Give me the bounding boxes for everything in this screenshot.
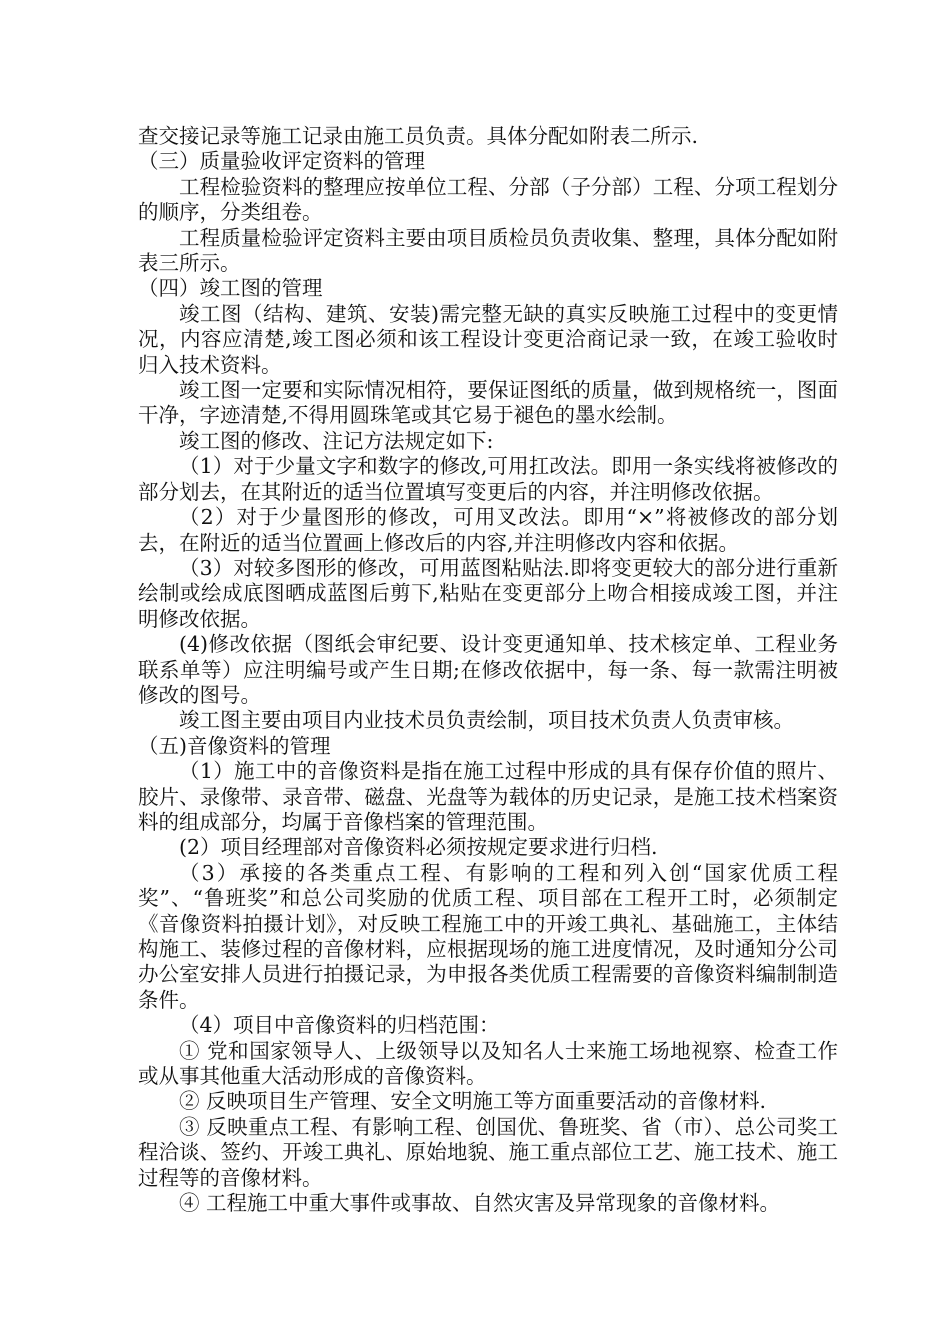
list-item-circle-3: ③ 反映重点工程、有影响工程、创国优、鲁班奖、省（市）、总公司奖工程洽谈、签约、开竣工典礼、原始地貌、施工重点部位工艺、施工技术、施工过程等的音像材料。: [138, 1114, 838, 1190]
paragraph-as-built-responsibility: 竣工图主要由项目内业技术员负责绘制，项目技术负责人负责审核。: [179, 708, 794, 733]
paragraph-as-built-requirements: 竣工图（结构、建筑、安装)需完整无缺的真实反映施工过程中的变更情况，内容应清楚,竣工图必须和该工程设计变更洽商记录一致，在竣工验收时归入技术资料。: [138, 301, 838, 377]
list-item-circle-2: ② 反映项目生产管理、安全文明施工等方面重要活动的音像材料.: [179, 1089, 767, 1114]
paragraph-audio-visual-item-4: （4）项目中音像资料的归档范围：: [179, 1013, 500, 1038]
document-body: [138, 124, 838, 1216]
paragraph-audio-visual-item-1: （1）施工中的音像资料是指在施工过程中形成的具有保存价值的照片、胶片、录像带、录音带、磁盘、光盘等为载体的历史记录，是施工技术档案资料的组成部分，均属于音像档案的管理范围。: [138, 759, 838, 834]
section-heading-audio-visual: （五)音像资料的管理: [138, 733, 331, 758]
section-heading-as-built-drawings: （四）竣工图的管理: [138, 276, 323, 301]
paragraph-quality-filing: 工程检验资料的整理应按单位工程、分部（子分部）工程、分项工程划分的顺序，分类组卷。: [138, 174, 838, 225]
paragraph-modification-rules: 竣工图的修改、注记方法规定如下:: [179, 428, 494, 453]
list-item-circle-4: ④ 工程施工中重大事件或事故、自然灾害及异常现象的音像材料。: [179, 1191, 781, 1216]
paragraph-modification-item-1: （1）对于少量文字和数字的修改,可用扛改法。即用一条实线将被修改的部分划去，在其附近的适当位置填写变更后的内容，并注明修改依据。: [138, 454, 838, 504]
section-heading-quality-acceptance: （三）质量验收评定资料的管理: [138, 149, 425, 174]
paragraph-modification-item-4: (4)修改依据（图纸会审纪要、设计变更通知单、技术核定单、工程业务联系单等）应注明编号或产生日期;在修改依据中，每一条、每一款需注明被修改的图号。: [138, 632, 838, 707]
paragraph-audio-visual-item-2: (2）项目经理部对音像资料必须按规定要求进行归档.: [179, 835, 658, 860]
paragraph-modification-item-3: （3）对较多图形的修改，可用蓝图粘贴法.即将变更较大的部分进行重新绘制或绘成底图晒成蓝图后剪下,粘贴在变更部分上吻合相接成竣工图，并注明修改依据。: [138, 555, 838, 631]
paragraph-quality-responsibility: 工程质量检验评定资料主要由项目质检员负责收集、整理，具体分配如附表三所示。: [138, 225, 838, 276]
list-item-circle-1: ① 党和国家领导人、上级领导以及知名人士来施工场地视察、检查工作或从事其他重大活动形成的音像资料。: [138, 1038, 838, 1089]
paragraph-modification-item-2: （2）对于少量图形的修改，可用叉改法。即用“×”将被修改的部分划去，在附近的适当位置画上修改后的内容,并注明修改内容和依据。: [138, 505, 838, 555]
paragraph-audio-visual-item-3: （3）承接的各类重点工程、有影响的工程和列入创“国家优质工程奖”、“鲁班奖”和总公司奖励的优质工程、项目部在工程开工时，必须制定《音像资料拍摄计划》，对反映工程施工中的开竣工典礼、基础施工，主体结构施工、装修过程的音像材料，应根据现场的施工进度情况，及时通知分公司办公室安排人员进行拍摄记录，为申报各类优质工程需要的音像资料编制制造条件。: [138, 860, 838, 1012]
paragraph-intro: 查交接记录等施工记录由施工员负责。具体分配如附表二所示.: [138, 124, 699, 148]
paragraph-as-built-quality: 竣工图一定要和实际情况相符，要保证图纸的质量，做到规格统一，图面干净，字迹清楚,不得用圆珠笔或其它易于褪色的墨水绘制。: [138, 378, 838, 428]
